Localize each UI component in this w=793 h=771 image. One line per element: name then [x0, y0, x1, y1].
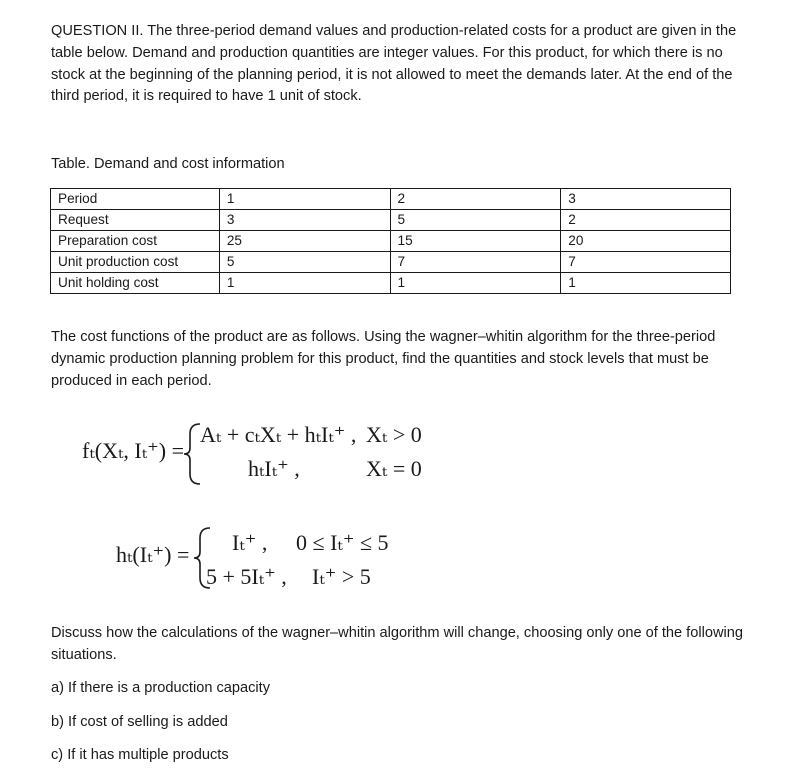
question-text: QUESTION II. The three-period demand values and production-related costs for a product are given in the table below. Demand and production quantities are integer values. For this product, for which there is no stock at the beginning of the planning period, it is not allowed to meet the demands later. At the end of the third period, it is required to have 1 unit of stock.	[51, 23, 737, 105]
cell: 15	[390, 231, 561, 252]
formula-h-case1-expr: Iₜ⁺ ,	[232, 530, 268, 555]
table-caption: Table. Demand and cost information	[51, 156, 285, 172]
formula-f-case1-expr: Aₜ + cₜXₜ + hₜIₜ⁺ ,	[200, 422, 357, 447]
cell: 2	[561, 210, 731, 231]
cell: 20	[561, 231, 731, 252]
formula-h-lhs: hₜ(Iₜ⁺) =	[116, 542, 190, 567]
cost-function-intro: The cost functions of the product are as follows. Using the wagner–whitin algorithm for the three-period dynamic production planning problem for this product, find the quantities and stock levels that must be produced in each period.	[51, 329, 716, 389]
cell: 1	[219, 273, 390, 294]
option-a: a) If there is a production capacity	[51, 680, 271, 696]
formula-h-case2-expr: 5 + 5Iₜ⁺ ,	[206, 564, 287, 589]
formula-f-case1-cond: Xₜ > 0	[366, 422, 422, 447]
cell: 1	[219, 189, 390, 210]
row-label: Unit holding cost	[51, 273, 220, 294]
formula-h-case1-cond: 0 ≤ Iₜ⁺ ≤ 5	[296, 530, 389, 555]
row-label: Preparation cost	[51, 231, 220, 252]
table-row	[51, 210, 731, 231]
cell: 3	[561, 189, 731, 210]
option-b: b) If cost of selling is added	[51, 714, 228, 730]
table-row	[51, 252, 731, 273]
cell: 2	[390, 189, 561, 210]
cell: 5	[219, 252, 390, 273]
formula-f-case2-expr: hₜIₜ⁺ ,	[248, 456, 300, 481]
cell: 7	[390, 252, 561, 273]
cell: 5	[390, 210, 561, 231]
row-label: Unit production cost	[51, 252, 220, 273]
formula-h-case2-cond: Iₜ⁺ > 5	[312, 564, 371, 589]
cell: 1	[390, 273, 561, 294]
row-label: Period	[51, 189, 220, 210]
formula-f-case2-cond: Xₜ = 0	[366, 456, 422, 481]
cell: 1	[561, 273, 731, 294]
demand-cost-table	[50, 188, 731, 294]
option-c: c) If it has multiple products	[51, 747, 229, 763]
cell: 25	[219, 231, 390, 252]
discussion-prompt: Discuss how the calculations of the wagner–whitin algorithm will change, choosing only one of the following situations.	[51, 625, 743, 663]
table-row	[51, 189, 731, 210]
cell: 7	[561, 252, 731, 273]
formula-f-lhs: fₜ(Xₜ, Iₜ⁺) =	[82, 438, 184, 463]
row-label: Request	[51, 210, 220, 231]
cell: 3	[219, 210, 390, 231]
table-row	[51, 273, 731, 294]
table-row	[51, 231, 731, 252]
